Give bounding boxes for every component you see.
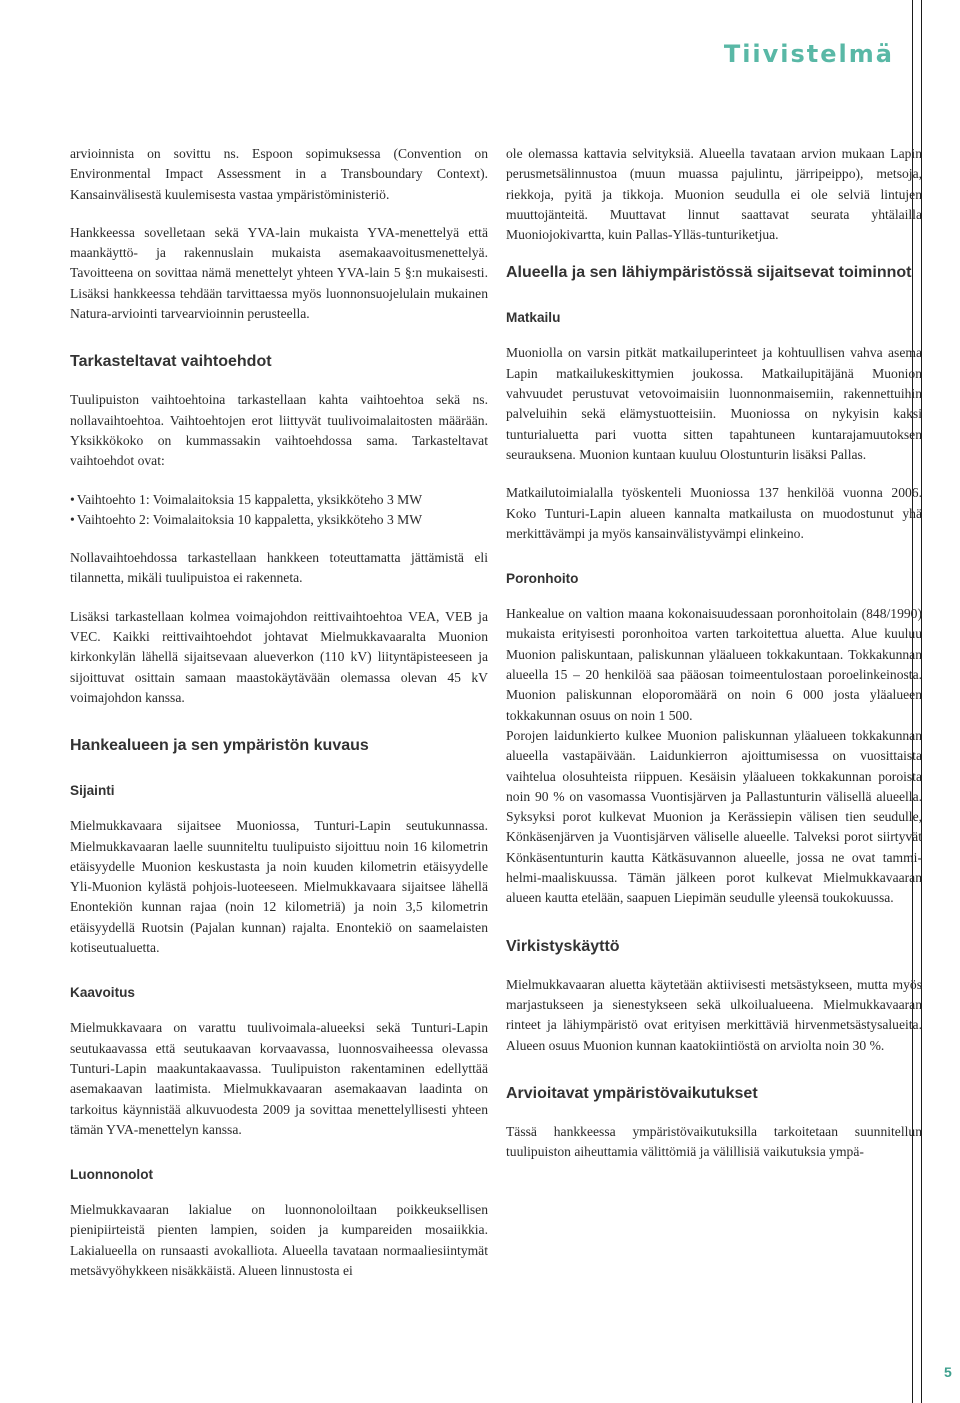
paragraph: Mielmukkavaara on varattu tuulivoimala-alueeksi sekä Tunturi-Lapin seutukaavassa että seutukaavan korvaavassa, luonnosvaiheessa olevassa Tunturi-Lapin maakuntakaavassa. Tuulipuiston rakentaminen edellyttää asemakaavan laatimista. Mielmukkavaaran asemakaavan laadinta on tarkoitus käynnistää alkuvuodesta 2009 ja sovittaa menettelyllisesti yhteen tämän YVA-menettelyn kanssa. <box>70 1020 488 1137</box>
paragraph: Hankealue on valtion maana kokonaisuudessaan poronhoitolain (848/1990) mukaista erityisesti poronhoitoa varten tarkoitettua aluetta. Alue kuuluu Muonion paliskuntaan, paliskunnan yläalueen tokkakuntaan. Tokkakunnan alueella 15 – 20 henkilöä saa pääosan toimeentulostaan poroelinkeinosta. Muonion paliskunnan eloporomäärä on noin 6 000 josta yläalueen tokkakunnan osuus on noin 1 500. <box>506 606 922 723</box>
paragraph: Tässä hankkeessa ympäristövaikutuksilla tarkoitetaan suunnitellun tuulipuiston aiheuttamia välittömiä ja välillisiä vaikutuksia ympä- <box>506 1123 922 1160</box>
paragraph: Mielmukkavaaran aluetta käytetään aktiivisesti metsästykseen, mutta myös marjastukseen ja sienestykseen sekä ulkoilualueena. Mielmukkavaaran rinteet ja lähiympäristö ovat erityisen merkittäviä hirvenmetsästysalueita. Alueen osuus Muonion kunnan kaatokiintiöstä on arviolta noin 30 %. <box>506 976 922 1053</box>
heading-location: Sijainti <box>70 783 115 799</box>
list-item: • Vaihtoehto 1: Voimalaitoksia 15 kappaletta, yksikköteho 3 MW <box>70 490 488 510</box>
heading-zoning: Kaavoitus <box>70 985 135 1001</box>
alternatives-list <box>70 490 488 531</box>
heading-alternatives: Tarkasteltavat vaihtoehdot <box>70 353 272 371</box>
paragraph: ole olemassa kattavia selvityksiä. Alueella tavataan arvion mukaan Lapin perusmetsälinnustoa (muun muassa pajulintu, järripeippo), metsoja, riekkoja, pyitä ja tikkoja. Muonion seudulla ei ole selviä lintujen muuttojänteitä. Muuttavat linnut saattavat seurata yhtälailla Muoniojokivartta, kuin Pallas-Ylläs-tunturiketjua. <box>506 146 922 243</box>
paragraph: Mielmukkavaara sijaitsee Muoniossa, Tunturi-Lapin seutukunnassa. Mielmukkavaaran laelle suunniteltu tuulipuisto sijoittuu noin 16 kilometrin etäisyydelle Muonion keskustasta ja noin kuuden kilometrin etäisyydelle Yli-Muonion kylästä pohjois-luoteeseen. Mielmukkavaara sijaitsee lähellä Enontekiön kunnan rajaa (noin 12 kilometriä) ja noin 3,5 kilometrin etäisyydellä Ruotsin (Pajalan kunnan) rajalta. Enontekiö on saamelaisten kotiseutualuetta. <box>70 818 488 956</box>
heading-activities: Alueella ja sen lähiympäristössä sijaitsevat toiminnot <box>506 264 912 282</box>
heading-tourism: Matkailu <box>506 310 561 326</box>
list-item: • Vaihtoehto 2: Voimalaitoksia 10 kappaletta, yksikköteho 3 MW <box>70 510 488 530</box>
paragraph: Porojen laidunkierto kulkee Muonion paliskunnan yläalueen tokkakunnan alueella vastapäivään. Laidunkierron ajoittumisessa on vuosittaista vaihtelua olosuhteista riippuen. Kesäisin yläalueen tokkakunnan poroista noin 90 % on vasomassa Vuontisjärven ja Pallastunturin välisellä alueella. Syksyksi porot kulkevat Muonion ja Kerässiepin välisen tien seudulle, Könkäsenjärven ja Vuontisjärven väliselle alueelle. Talveksi porot siirtyvät Könkäsentunturin kautta Kätkäsuvannon alueelle, jossa ne ovat tammi-helmi-maaliskuussa. Tämän jälkeen porot kulkevat Mielmukkavaaran alueen kautta etelään, saapuen Liepimän seudulle yleensä toukokuussa. <box>506 727 922 906</box>
heading-nature: Luonnonolot <box>70 1167 154 1183</box>
section-title: Tiivistelmä <box>723 40 894 68</box>
paragraph: Tuulipuiston vaihtoehtoina tarkastellaan kahta vaihtoehtoa sekä ns. nollavaihtoehtoa. Vaihtoehtojen erot liittyvät tuulivoimalaitosten määrään. Yksikkökoko on kummassakin vaihtoehdossa sama. Tarkasteltavat vaihtoehdot ovat: <box>70 392 488 469</box>
heading-reindeer-herding: Poronhoito <box>506 571 579 587</box>
paragraph: Mielmukkavaaran lakialue on luonnonoloiltaan poikkeuksellisen pienipiirteistä pienten lampien, soiden ja kumpareiden mosaiikkia. Lakialueella on runsaasti avokalliota. Alueella tavataan normaaliesiintymät metsävyöhykkeen nisäkkäistä. Alueen linnustosta ei <box>70 1202 488 1278</box>
paragraph: Nollavaihtoehdossa tarkastellaan hankkeen toteuttamatta jättämistä eli tilannetta, mikäli tuulipuistoa ei rakenneta. <box>70 550 488 586</box>
paragraph: Matkailutoimialalla työskenteli Muoniossa 137 henkilöä vuonna 2006. Koko Tunturi-Lapin alueen kannalta matkailusta on muodostunut yhä merkittävämpi ja myös kansainvälistyvämpi elinkeino. <box>506 485 922 541</box>
page-number: 5 <box>944 1364 952 1380</box>
paragraph: Lisäksi tarkastellaan kolmea voimajohdon reittivaihtoehtoa VEA, VEB ja VEC. Kaikki reittivaihtoehdot johtavat Mielmukkavaaralta Muonion kirkonkylän lähellä sijaitsevaan alueverkon (110 kV) liityntäpisteeseen ja sijoittuvat osittain samaan maastokäytävään olemassa olevan 45 kV voimajohdon kanssa. <box>70 608 488 705</box>
heading-impacts: Arvioitavat ympäristövaikutukset <box>506 1084 758 1102</box>
heading-recreation: Virkistyskäyttö <box>506 937 620 955</box>
heading-area-description: Hankealueen ja sen ympäristön kuvaus <box>70 737 369 755</box>
right-column <box>506 144 922 1162</box>
left-column <box>70 144 488 1281</box>
paragraph: Muoniolla on varsin pitkät matkailuperinteet ja kohtuullisen vahva asema Lapin matkailukeskittymien joukossa. Matkailupitäjänä Muonion vahvuudet perustuvat vetovoimaisiin luonnonmaisemiin, rakennettuihin palveluihin sekä elämystuotteisiin. Muoniossa on nykyisin kaksi tunturialuetta pari vuotta sitten tapahtuneen kuntarajamuutoksen seurauksena. Muonion kuntaan kuuluu Olostunturin lisäksi Pallas. <box>506 345 922 462</box>
paragraph: arvioinnista on sovittu ns. Espoon sopimuksessa (Convention on Environmental Impact Assessment in a Transboundary Context). Kansainvälisestä kuulemisesta vastaa ympäristöministeriö. <box>70 146 488 202</box>
paragraph: Hankkeessa sovelletaan sekä YVA-lain mukaista YVA-menettelyä että maankäyttö- ja rakennuslain mukaista asemakaavoitusmenettelyä. Tavoitteena on sovittaa nämä menettelyt yhteen YVA-lain 5 §:n mukaisesti. Lisäksi hankkeessa tehdään tarvittaessa myös luonnonsuojelulain mukainen Natura-arviointi tarvearvioinnin perusteella. <box>70 224 488 322</box>
